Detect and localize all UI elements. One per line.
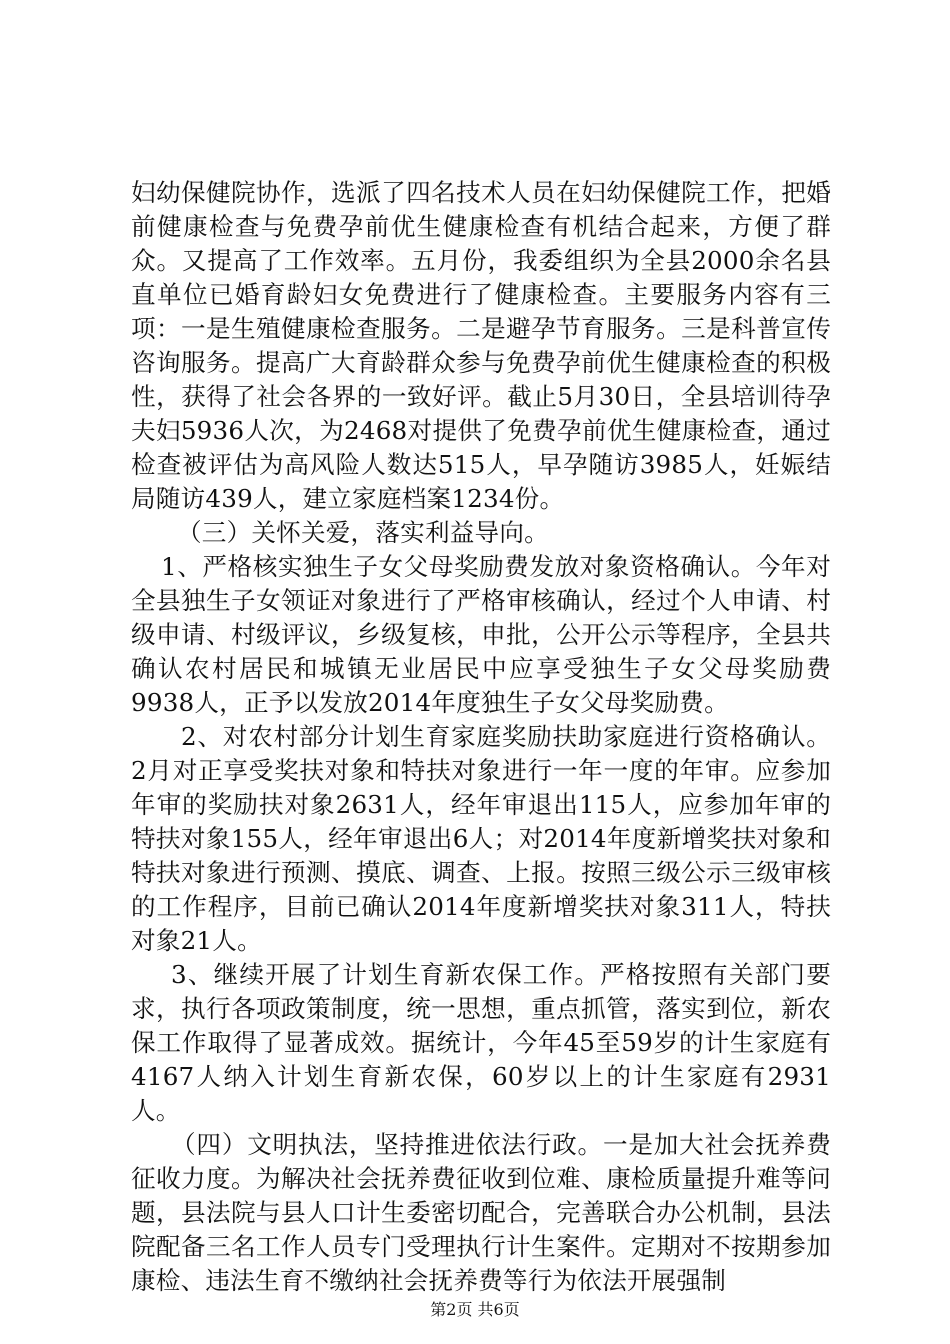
- page-footer: [0, 1300, 950, 1320]
- section-heading-3: （三）关怀关爱，落实利益导向。: [177, 518, 549, 547]
- paragraph-item-2: 2、对农村部分计划生育家庭奖励扶助家庭进行资格确认。2月对正享受奖扶对象和特扶对象进行一年一度的年审。应参加年审的奖励扶对象2631人，经年审退出115人，应参加年审的特扶对象155人，经年审退出6人；对2014年度新增奖扶对象和特扶对象进行预测、摸底、调查、上报。按照三级公示三级审核的工作程序，目前已确认2014年度新增奖扶对象311人，特扶对象21人。: [131, 722, 831, 955]
- paragraph-health-checks: 妇幼保健院协作，选派了四名技术人员在妇幼保健院工作，把婚前健康检查与免费孕前优生健康检查有机结合起来，方便了群众。又提高了工作效率。五月份，我委组织为全县2000余名县直单位已婚育龄妇女免费进行了健康检查。主要服务内容有三项：一是生殖健康检查服务。二是避孕节育服务。三是科普宣传咨询服务。提高广大育龄群众参与免费孕前优生健康检查的积极性，获得了社会各界的一致好评。截止5月30日，全县培训待孕夫妇5936人次，为2468对提供了免费孕前优生健康检查，通过检查被评估为高风险人数达515人，早孕随访3985人，妊娠结局随访439人，建立家庭档案1234份。: [131, 178, 831, 513]
- paragraph-item-1: 1、严格核实独生子女父母奖励费发放对象资格确认。今年对全县独生子女领证对象进行了严格审核确认，经过个人申请、村级申请、村级评议，乡级复核，申批，公开公示等程序，全县共确认农村居民和城镇无业居民中应享受独生子女父母奖励费9938人，正予以发放2014年度独生子女父母奖励费。: [131, 552, 831, 717]
- body-text: [131, 176, 831, 1298]
- paragraph-item-3: 3、继续开展了计划生育新农保工作。严格按照有关部门要求，执行各项政策制度，统一思想，重点抓管，落实到位，新农保工作取得了显著成效。据统计，今年45至59岁的计生家庭有4167人纳入计划生育新农保，60岁以上的计生家庭有2931人。: [131, 960, 831, 1125]
- paragraph-section-4: （四）文明执法，坚持推进依法行政。一是加大社会抚养费征收力度。为解决社会抚养费征收到位难、康检质量提升难等问题，县法院与县人口计生委密切配合，完善联合办公机制，县法院配备三名工作人员专门受理执行计生案件。定期对不按期参加康检、违法生育不缴纳社会抚养费等行为依法开展强制: [131, 1130, 831, 1295]
- page-number: 第2页 共6页: [430, 1300, 520, 1319]
